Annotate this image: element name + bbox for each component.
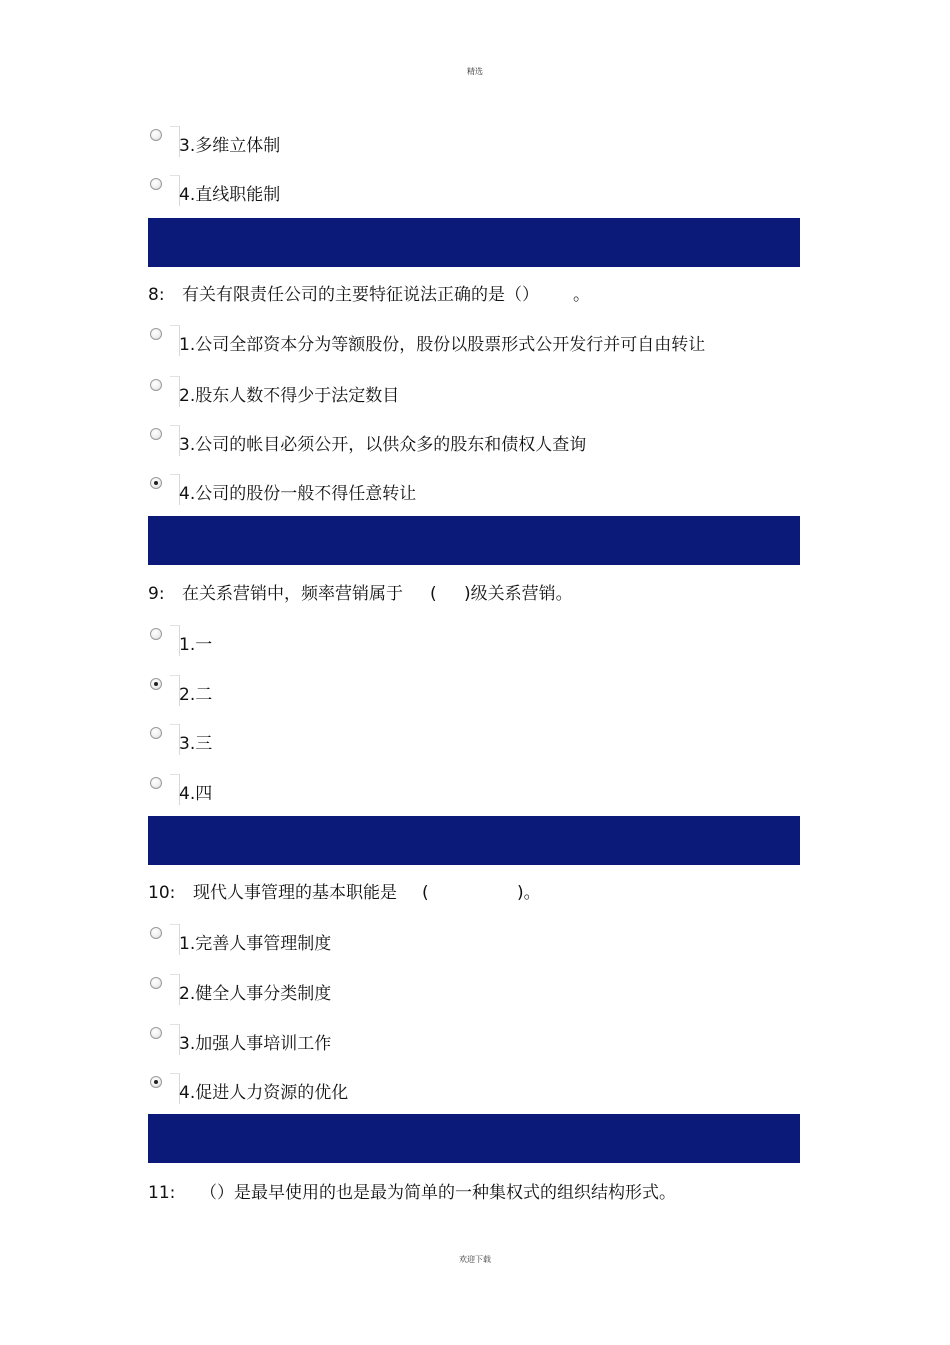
option-label: 1.完善人事管理制度 bbox=[179, 934, 332, 954]
radio-button[interactable] bbox=[150, 1027, 162, 1039]
option-row[interactable] bbox=[148, 474, 788, 508]
option-label: 4.促进人力资源的优化 bbox=[179, 1083, 349, 1103]
option-row[interactable] bbox=[148, 675, 788, 709]
page-footer: 欢迎下载 bbox=[459, 1255, 491, 1264]
option-label: 4.公司的股份一般不得任意转让 bbox=[179, 484, 417, 504]
question-text: 有关有限责任公司的主要特征说法正确的是（） bbox=[182, 285, 539, 305]
question-paren-open: ( bbox=[422, 883, 429, 903]
option-row[interactable] bbox=[148, 376, 788, 410]
option-row[interactable] bbox=[148, 974, 788, 1008]
option-row[interactable] bbox=[148, 625, 788, 659]
option-row[interactable] bbox=[148, 1073, 788, 1107]
question-number: 11: bbox=[148, 1183, 176, 1203]
option-label: 2.二 bbox=[179, 685, 213, 705]
question-text: 现代人事管理的基本职能是 bbox=[193, 883, 397, 903]
page-header: 精选 bbox=[467, 67, 483, 76]
radio-button-selected[interactable] bbox=[150, 678, 162, 690]
option-label: 2.股东人数不得少于法定数目 bbox=[179, 386, 400, 406]
question-number: 8: bbox=[148, 285, 165, 305]
option-label: 3.三 bbox=[179, 734, 213, 754]
radio-button-selected[interactable] bbox=[150, 1076, 162, 1088]
question-text: （）是最早使用的也是最为简单的一种集权式的组织结构形式。 bbox=[200, 1183, 676, 1203]
option-label: 3.公司的帐目必须公开，以供众多的股东和债权人查询 bbox=[179, 435, 587, 455]
radio-button[interactable] bbox=[150, 379, 162, 391]
radio-button[interactable] bbox=[150, 977, 162, 989]
radio-button[interactable] bbox=[150, 178, 162, 190]
radio-button-selected[interactable] bbox=[150, 477, 162, 489]
question-separator-bar bbox=[148, 816, 800, 865]
option-row[interactable] bbox=[148, 774, 788, 808]
radio-button[interactable] bbox=[150, 129, 162, 141]
question-number: 10: bbox=[148, 883, 176, 903]
option-label: 3.加强人事培训工作 bbox=[179, 1034, 332, 1054]
question-tail: 。 bbox=[573, 285, 590, 305]
option-label: 1.公司全部资本分为等额股份，股份以股票形式公开发行并可自由转让 bbox=[179, 335, 706, 355]
radio-button[interactable] bbox=[150, 927, 162, 939]
option-label: 3.多维立体制 bbox=[179, 136, 281, 156]
option-row[interactable] bbox=[148, 724, 788, 758]
option-label: 4.四 bbox=[179, 784, 213, 804]
option-row[interactable] bbox=[148, 325, 788, 359]
question-tail: )。 bbox=[517, 883, 541, 903]
option-row[interactable] bbox=[148, 1024, 788, 1058]
question-paren-open: ( bbox=[430, 584, 437, 604]
question-separator-bar bbox=[148, 218, 800, 267]
radio-button[interactable] bbox=[150, 727, 162, 739]
option-label: 2.健全人事分类制度 bbox=[179, 984, 332, 1004]
question-separator-bar bbox=[148, 516, 800, 565]
question-tail: )级关系营销。 bbox=[464, 584, 573, 604]
option-row[interactable] bbox=[148, 924, 788, 958]
option-label: 4.直线职能制 bbox=[179, 185, 281, 205]
option-row[interactable] bbox=[148, 175, 788, 209]
option-row[interactable] bbox=[148, 425, 788, 459]
radio-button[interactable] bbox=[150, 428, 162, 440]
question-number: 9: bbox=[148, 584, 165, 604]
radio-button[interactable] bbox=[150, 628, 162, 640]
question-separator-bar bbox=[148, 1114, 800, 1163]
option-row[interactable] bbox=[148, 126, 788, 160]
radio-button[interactable] bbox=[150, 328, 162, 340]
question-text: 在关系营销中，频率营销属于 bbox=[182, 584, 403, 604]
option-label: 1.一 bbox=[179, 635, 213, 655]
radio-button[interactable] bbox=[150, 777, 162, 789]
